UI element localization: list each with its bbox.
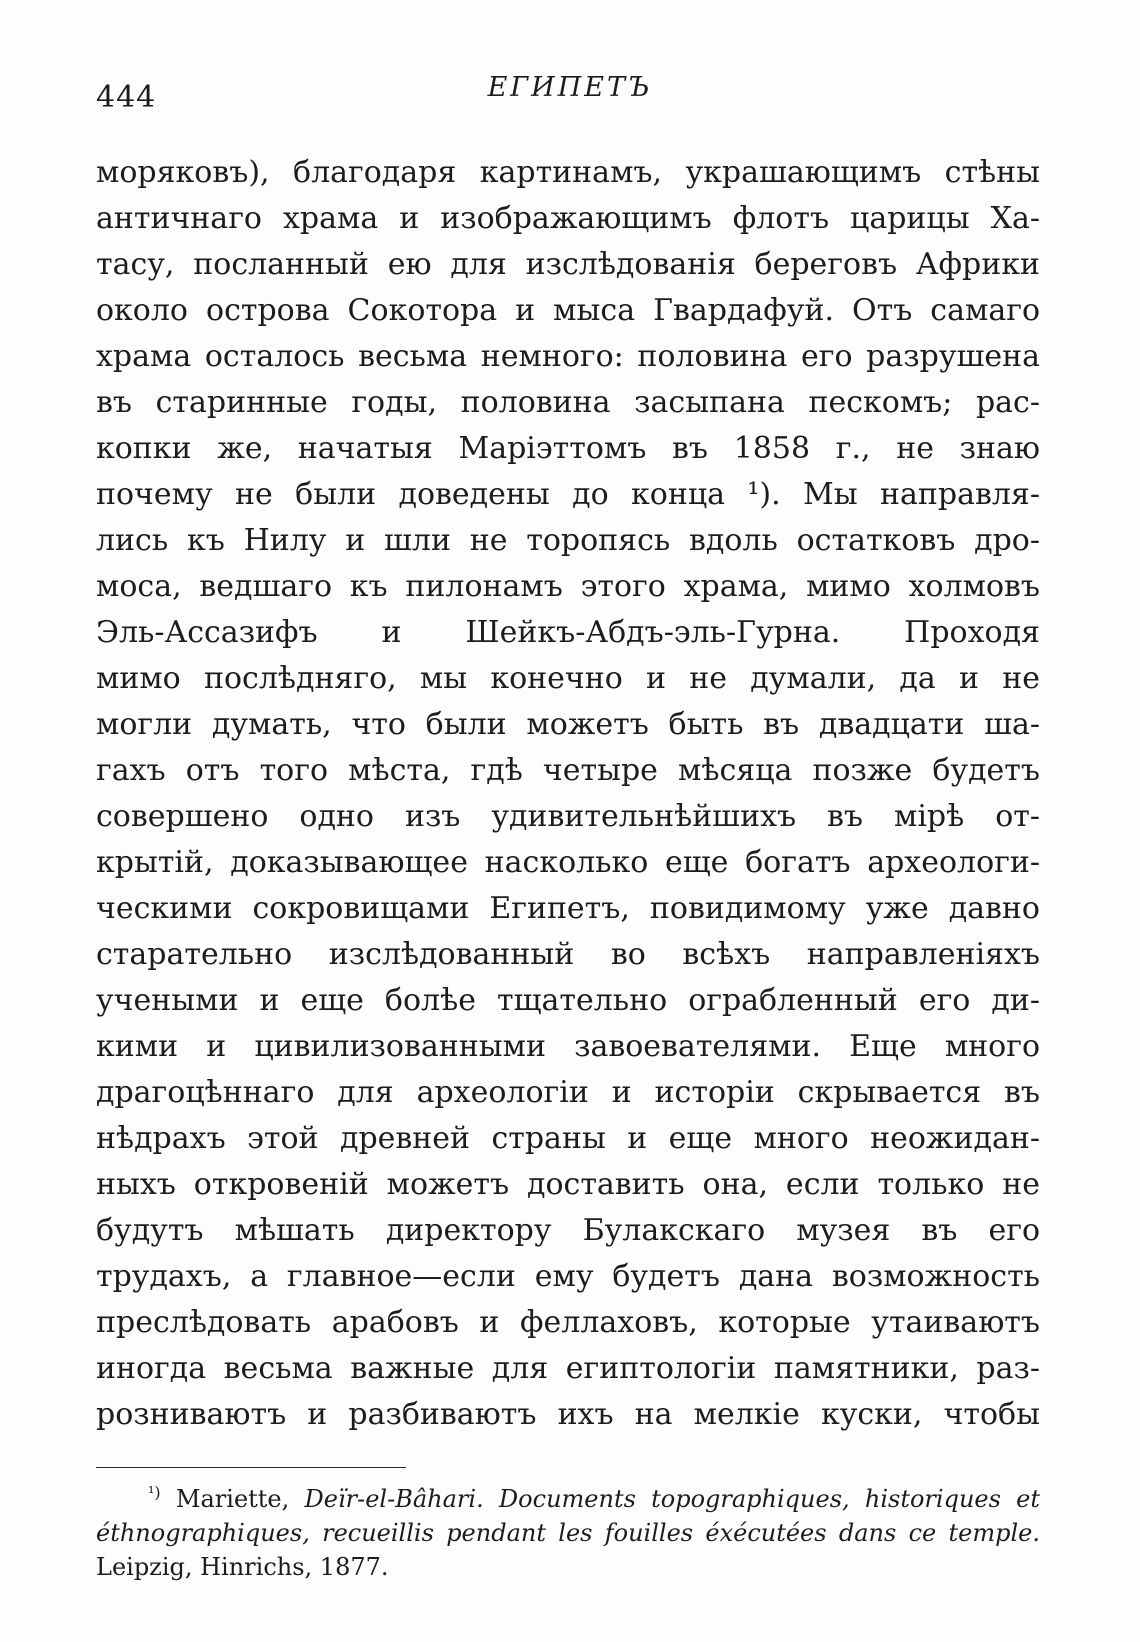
text-line: моряковъ), благодаря картинамъ, украшающимъ стѣны [96, 155, 1040, 190]
text-line: будутъ мѣшать директору Булакскаго музея въ его [96, 1213, 1040, 1248]
text-line: лись къ Нилу и шли не торопясь вдоль остатковъ дро- [96, 523, 1040, 558]
page-number: 444 [96, 80, 157, 115]
text-line: трудахъ, а главное—если ему будетъ дана возможность [96, 1259, 1040, 1294]
text-line: розниваютъ и разбиваютъ ихъ на мелкіе куски, чтобы [96, 1397, 1040, 1432]
text-line: иногда весьма важные для египтологіи памятники, раз- [96, 1351, 1040, 1386]
body-text [96, 150, 1040, 1438]
text-line: моса, ведшаго къ пилонамъ этого храма, мимо холмовъ [96, 569, 1040, 604]
text-line: старательно изслѣдованный во всѣхъ направленіяхъ [96, 937, 1040, 972]
footnote-imprint: Leipzig, Hinrichs, 1877. [96, 1553, 389, 1581]
footnote-author: Mariette, [175, 1485, 290, 1513]
text-line: драгоцѣннаго для археологіи и исторіи скрывается въ [96, 1075, 1040, 1110]
footnote-rule [96, 1467, 406, 1468]
text-line: мимо послѣдняго, мы конечно и не думали, да и не [96, 661, 1040, 696]
text-line: ческими сокровищами Египетъ, повидимому уже давно [96, 891, 1040, 926]
running-head: ЕГИПЕТЪ [487, 72, 653, 103]
footnote [96, 1482, 1040, 1584]
text-line: могли думать, что были можетъ быть въ двадцати ша- [96, 707, 1040, 742]
text-line: почему не были доведены до конца ¹). Мы направля- [96, 477, 1040, 512]
text-line: Эль-Ассазифъ и Шейкъ-Абдъ-эль-Гурна. Проходя [96, 615, 1040, 650]
text-line: копки же, начатыя Маріэттомъ въ 1858 г., не знаю [96, 431, 1040, 466]
footnote-line: éthnographiques, recueillis pendant les fouilles éxécutées dans ce temple. [96, 1519, 1040, 1547]
text-line: нѣдрахъ этой древней страны и еще много неожидан- [96, 1121, 1040, 1156]
text-line: тасу, посланный ею для изслѣдованія береговъ Африки [96, 247, 1040, 282]
text-line: гахъ отъ того мѣста, гдѣ четыре мѣсяца позже будетъ [96, 753, 1040, 788]
text-line: около острова Сокотора и мыса Гвардафуй. Отъ самаго [96, 293, 1040, 328]
text-line: храма осталось весьма немного: половина его разрушена [96, 339, 1040, 374]
text-line: въ старинные годы, половина засыпана пескомъ; рас- [96, 385, 1040, 420]
text-line: преслѣдовать арабовъ и феллаховъ, которые утаиваютъ [96, 1305, 1040, 1340]
footnote-line [96, 1482, 1040, 1516]
footnote-title: Deïr-el-Bâhari. Documents topographiques, historiques et [304, 1485, 1041, 1513]
footnote-marker: ¹) [148, 1483, 161, 1502]
text-line: совершено одно изъ удивительнѣйшихъ въ мірѣ от- [96, 799, 1040, 834]
text-line: кими и цивилизованными завоевателями. Еще много [96, 1029, 1040, 1064]
text-line: учеными и еще болѣе тщательно ограбленный его ди- [96, 983, 1040, 1018]
text-line: крытій, доказывающее насколько еще богатъ археологи- [96, 845, 1040, 880]
text-line: античнаго храма и изображающимъ флотъ царицы Ха- [96, 201, 1040, 236]
text-line: ныхъ откровеній можетъ доставить она, если только не [96, 1167, 1040, 1202]
